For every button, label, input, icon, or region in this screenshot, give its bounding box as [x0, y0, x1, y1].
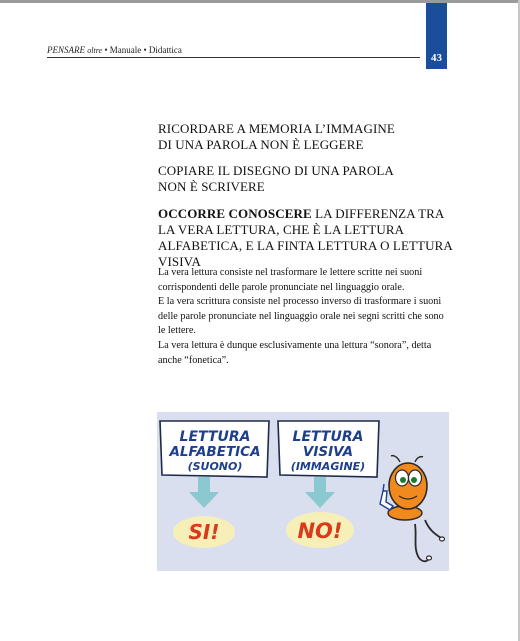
box2-line1: LETTURA [292, 429, 364, 445]
box1-line2: ALFABETICA [169, 444, 261, 460]
paragraph-true-reading: La vera lettura consiste nel trasformare le lettere scritte nei suoni corrispondenti delle parole pronunciate nel linguaggio orale. [158, 267, 423, 293]
running-header [47, 45, 182, 55]
illustration-svg [157, 412, 449, 571]
heading-difference-bold: OCCORRE CONOSCERE [158, 206, 312, 221]
box2-line3: (IMMAGINE) [290, 460, 366, 473]
label-box-alfabetica [160, 421, 269, 477]
heading-copy: COPIARE IL DISEGNO DI UNA PAROLA NON È SCRIVERE [158, 163, 394, 194]
paragraph-true-writing: E la vera scrittura consiste nel processo inverso di trasformare i suoni delle parole pronunciate nel linguaggio orale nei segni scritti che sono le lettere. [158, 296, 444, 337]
header-brand: PENSARE [47, 45, 85, 55]
header-rule [47, 57, 420, 58]
box1-line1: LETTURA [179, 429, 251, 445]
answer-si: SI! [188, 520, 220, 544]
header-section: • Manuale • Didattica [104, 45, 182, 55]
answer-no: NO! [297, 519, 343, 543]
heading-difference-rest: LA DIFFERENZA TRA LA VERA LETTURA, CHE È LA LETTURA ALFABETICA, E LA FINTA LETTURA O LETTURA VISIVA [158, 206, 453, 269]
paragraph-sonora: La vera lettura è dunque esclusivamente una lettura “sonora”, detta anche “fonetica”. [158, 339, 432, 366]
heading-difference [158, 206, 458, 270]
illustration-panel [157, 412, 449, 571]
body-text [158, 266, 448, 368]
page-number: 43 [431, 52, 442, 64]
label-box-visiva [278, 421, 379, 477]
box1-line3: (SUONO) [187, 460, 243, 473]
box2-line2: VISIVA [302, 444, 354, 460]
header-brand-sub: oltre [87, 46, 103, 55]
heading-memory: RICORDARE A MEMORIA L’IMMAGINE DI UNA PAROLA NON È LEGGERE [158, 121, 395, 152]
